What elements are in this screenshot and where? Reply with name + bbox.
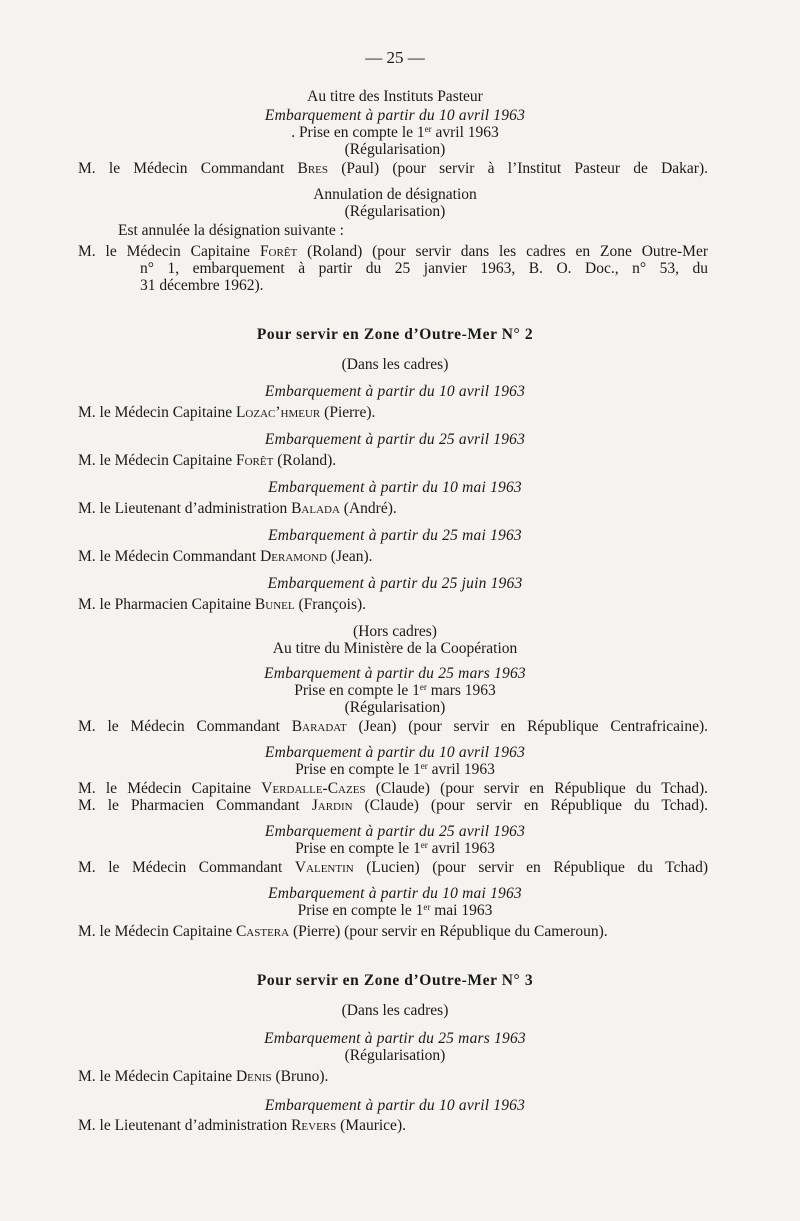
effective-date: . Prise en compte le 1er avril 1963 bbox=[291, 124, 499, 141]
assignment-entry: M. le Pharmacien Capitaine Bunel (François). bbox=[78, 596, 367, 613]
section-title: Annulation de désignation bbox=[313, 186, 477, 203]
embarkation-date: Embarquement à partir du 10 mai 1963 bbox=[268, 479, 522, 496]
annulment-intro: Est annulée la désignation suivante : bbox=[118, 222, 344, 239]
embarkation-date: Embarquement à partir du 25 avril 1963 bbox=[264, 431, 526, 448]
embarkation-date: Embarquement à partir du 25 mars 1963 bbox=[264, 665, 526, 682]
zone-heading: Pour servir en Zone d’Outre-Mer N° 3 bbox=[256, 972, 534, 989]
embarkation-date: Embarquement à partir du 10 avril 1963 bbox=[264, 383, 526, 400]
embarkation-date: Embarquement à partir du 10 avril 1963 bbox=[264, 1097, 526, 1114]
regularisation-note: (Régularisation) bbox=[344, 141, 446, 158]
effective-date: Prise en compte le 1er avril 1963 bbox=[295, 761, 495, 778]
assignment-entry: M. le Médecin Capitaine Denis (Bruno). bbox=[78, 1068, 329, 1085]
effective-date: Prise en compte le 1er mai 1963 bbox=[297, 902, 493, 919]
zone-subtitle: (Dans les cadres) bbox=[341, 1002, 449, 1019]
annulment-line-2: n° 1, embarquement à partir du 25 janvier 1963, B. O. Doc., n° 53, du bbox=[140, 260, 708, 277]
embarkation-date: Embarquement à partir du 10 avril 1963 bbox=[264, 107, 526, 124]
effective-date: Prise en compte le 1er mars 1963 bbox=[294, 682, 496, 699]
assignment-entry: M. le Médecin Capitaine Castera (Pierre) (pour servir en République du Cameroun). bbox=[78, 923, 608, 940]
embarkation-date: Embarquement à partir du 25 mars 1963 bbox=[264, 1030, 526, 1047]
section-title: (Hors cadres) bbox=[353, 623, 437, 640]
assignment-entry: M. le Médecin Commandant Baradat (Jean) (pour servir en République Centrafricaine). bbox=[78, 718, 709, 735]
zone-heading: Pour servir en Zone d’Outre-Mer N° 2 bbox=[256, 326, 534, 343]
assignment-entry: M. le Médecin Capitaine Forêt (Roland). bbox=[78, 452, 337, 469]
zone-subtitle: (Dans les cadres) bbox=[341, 356, 449, 373]
assignment-entry: M. le Médecin Commandant Bres (Paul) (pour servir à l’Institut Pasteur de Dakar). bbox=[78, 160, 708, 177]
section-title: Au titre des Instituts Pasteur bbox=[307, 88, 483, 105]
assignment-entry: M. le Lieutenant d’administration Balada (André). bbox=[78, 500, 397, 517]
assignment-entry: M. le Médecin Commandant Valentin (Lucien) (pour servir en République du Tchad) bbox=[78, 859, 708, 876]
annulment-line-3: 31 décembre 1962). bbox=[140, 277, 264, 294]
embarkation-date: Embarquement à partir du 25 avril 1963 bbox=[264, 823, 526, 840]
regularisation-note: (Régularisation) bbox=[344, 1047, 446, 1064]
embarkation-date: Embarquement à partir du 25 mai 1963 bbox=[268, 527, 522, 544]
assignment-entry: M. le Pharmacien Commandant Jardin (Claude) (pour servir en République du Tchad). bbox=[78, 797, 708, 814]
page-number: — 25 — bbox=[365, 48, 425, 67]
effective-date: Prise en compte le 1er avril 1963 bbox=[295, 840, 495, 857]
embarkation-date: Embarquement à partir du 10 avril 1963 bbox=[264, 744, 526, 761]
assignment-entry: M. le Médecin Capitaine Lozac’hmeur (Pierre). bbox=[78, 404, 376, 421]
annulment-line-1: M. le Médecin Capitaine Forêt (Roland) (pour servir dans les cadres en Zone Outre-Mer bbox=[78, 243, 708, 260]
regularisation-note: (Régularisation) bbox=[344, 203, 446, 220]
assignment-entry: M. le Médecin Capitaine Verdalle-Cazes (Claude) (pour servir en République du Tchad). bbox=[78, 780, 708, 797]
section-title: Au titre du Ministère de la Coopération bbox=[272, 640, 518, 657]
regularisation-note: (Régularisation) bbox=[344, 699, 446, 716]
embarkation-date: Embarquement à partir du 10 mai 1963 bbox=[268, 885, 522, 902]
embarkation-date: Embarquement à partir du 25 juin 1963 bbox=[267, 575, 523, 592]
assignment-entry: M. le Médecin Commandant Deramond (Jean). bbox=[78, 548, 373, 565]
assignment-entry: M. le Lieutenant d’administration Revers (Maurice). bbox=[78, 1117, 406, 1134]
